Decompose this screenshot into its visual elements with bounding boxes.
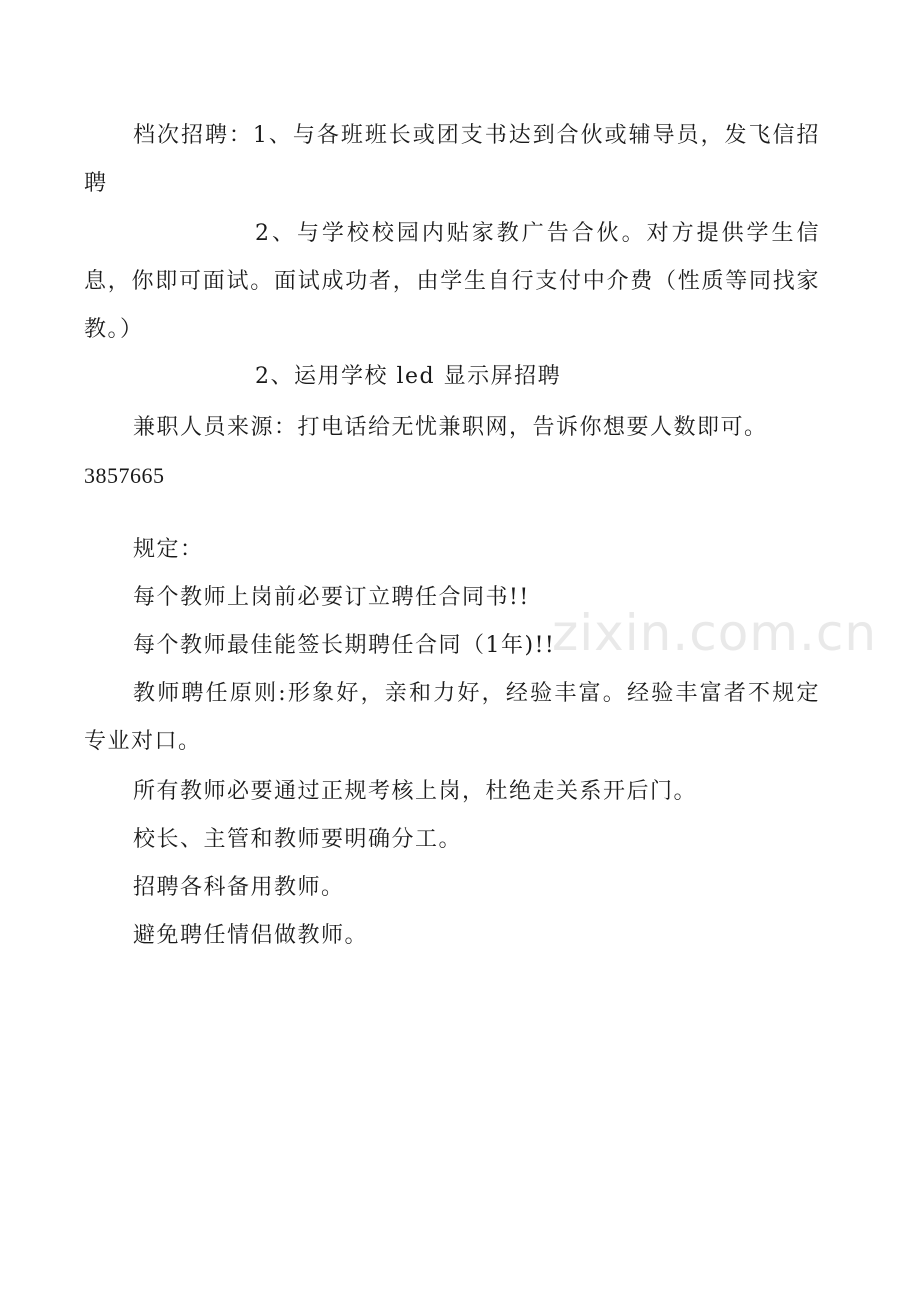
paragraph-recruit-channel-3: 2、运用学校 led 显示屏招聘 bbox=[255, 364, 562, 389]
paragraph-recruit-channel-1: 档次招聘：1、与各班班长或团支书达到合伙或辅导员，发飞信招聘 bbox=[84, 123, 820, 196]
rule-contract: 每个教师上岗前必要订立聘任合同书!! bbox=[133, 585, 530, 610]
rule-avoid-couples: 避免聘任情侣做教师。 bbox=[133, 923, 369, 948]
rule-assessment: 所有教师必要通过正规考核上岗，杜绝走关系开后门。 bbox=[133, 779, 698, 804]
watermark: zixin.com.cn bbox=[552, 604, 878, 662]
phone-number: 3857665 bbox=[84, 463, 165, 488]
rule-hiring-principle: 教师聘任原则:形象好，亲和力好，经验丰富。经验丰富者不规定专业对口。 bbox=[84, 681, 820, 754]
part-time-source-text: 兼职人员来源：打电话给无忧兼职网，告诉你想要人数即可。 bbox=[133, 415, 768, 440]
paragraph-part-time-source bbox=[84, 404, 820, 500]
rules-heading: 规定： bbox=[133, 537, 204, 562]
rule-backup-teachers: 招聘各科备用教师。 bbox=[133, 875, 345, 900]
rule-long-term-contract: 每个教师最佳能签长期聘任合同（1年)!! bbox=[133, 633, 556, 658]
rule-division-of-labor: 校长、主管和教师要明确分工。 bbox=[133, 827, 463, 852]
paragraph-recruit-channel-2: 2、与学校校园内贴家教广告合伙。对方提供学生信息，你即可面试。面试成功者，由学生自行支付中介费（性质等同找家教。） bbox=[84, 221, 820, 342]
